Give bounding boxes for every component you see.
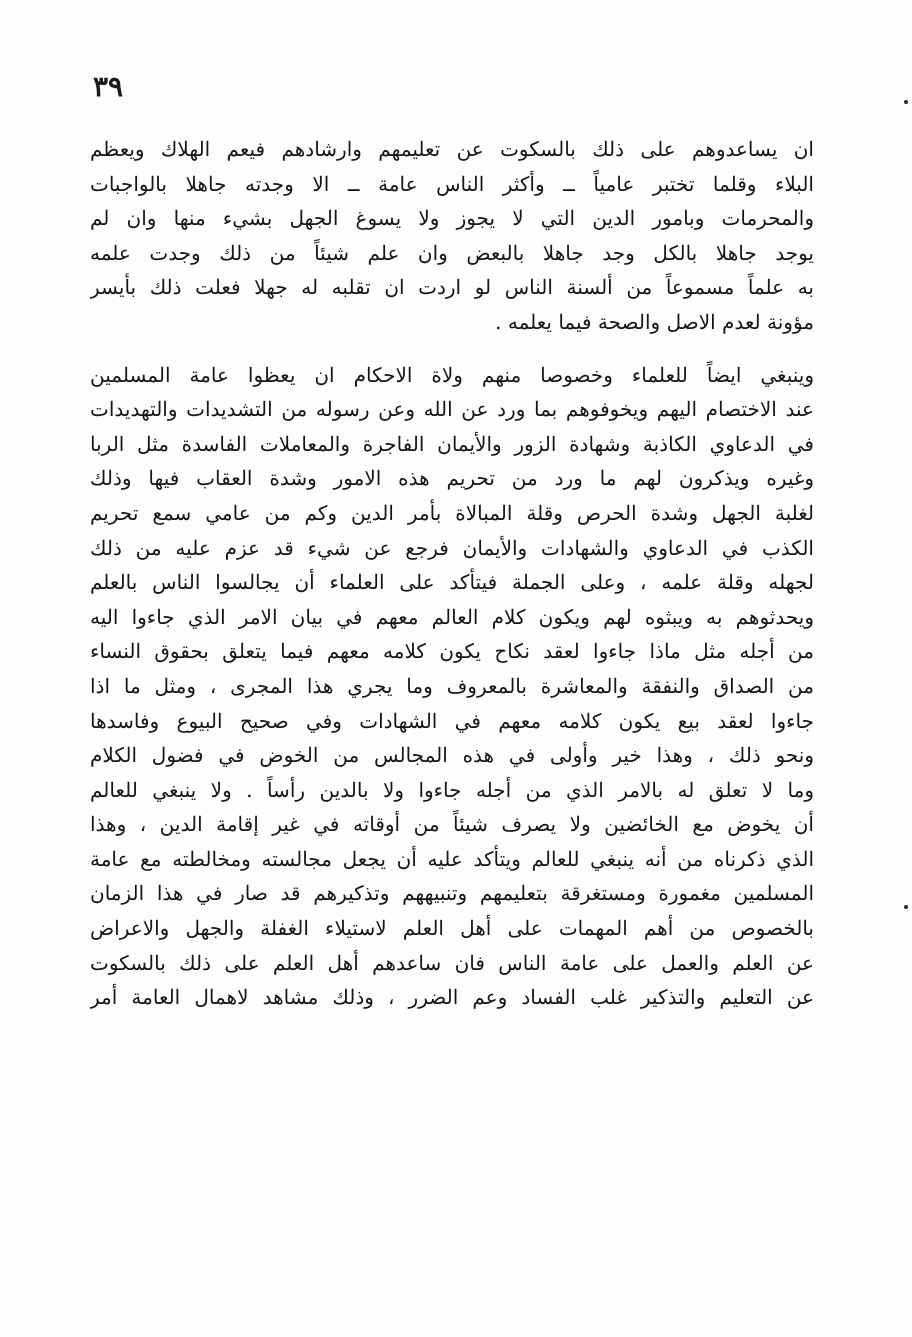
text-line: المسلمين مغمورة ومستغرقة بتعليمهم وتنبيههم وتذكيرهم قد صار في هذا الزمان — [90, 881, 814, 906]
text-line: في الدعاوي الكاذبة وشهادة الزور والأيمان الفاجرة والمعاملات الفاسدة مثل الربا — [90, 431, 814, 456]
text-line: مؤونة لعدم الاصل والصحة فيما يعلمه . — [495, 309, 814, 334]
text-line: ويحدثوهم به ويبثوه لهم ويكون كلام العالم معهم في بيان الامر الذي جاءوا اليه — [90, 604, 814, 629]
text-line: بالخصوص من أهم المهمات على أهل العلم لاستيلاء الغفلة والجهل والاعراض — [90, 916, 814, 941]
text-line: جاءوا لعقد بيع يكون كلامه معهم في الشهادات وفي صحيح البيوع وفاسدها — [90, 708, 814, 733]
text-line: الذي ذكرناه من أنه ينبغي للعالم ويتأكد عليه أن يجعل مجالسته ومخالطته مع عامة — [90, 846, 814, 871]
text-line: به علماً مسموعاً من ألسنة الناس لو اردت ان تقلبه له جهلا فعلت ذلك بأيسر — [90, 275, 814, 300]
text-line: عن التعليم والتذكير غلب الفساد وعم الضرر ، وذلك مشاهد لاهمال العامة أمر — [90, 985, 814, 1010]
text-line: وغيره ويذكرون لهم ما ورد من تحريم هذه الامور وشدة العقاب فيها وذلك — [90, 466, 814, 491]
text-line: يوجد جاهلا بالكل وجد جاهلا بالبعض وان علم شيئاً من ذلك وجدت علمه — [90, 240, 814, 265]
text-line: البلاء وقلما تختبر عامياً ــ وأكثر الناس عامة ــ الا وجدته جاهلا بالواجبات — [90, 171, 814, 196]
text-line: لجهله وقلة علمه ، وعلى الجملة فيتأكد على العلماء أن يجالسوا الناس بالعلم — [90, 570, 814, 595]
text-line: من الصداق والنفقة والمعاشرة بالمعروف وما يجري هذا المجرى ، ومثل ما اذا — [90, 673, 814, 698]
text-line: لغلبة الجهل وشدة الحرص وقلة المبالاة بأمر الدين وكم من عامي سمع تحريم — [90, 500, 814, 525]
text-line: عند الاختصام اليهم ويخوفوهم بما ورد عن الله وعن رسوله من التشديدات والتهديدات — [90, 397, 814, 422]
paragraph-1 — [90, 132, 814, 340]
text-line: من أجله مثل ماذا جاءوا لعقد نكاح يكون كلامه معهم فيما يتعلق بحقوق النساء — [90, 639, 814, 664]
paragraph-gap — [90, 340, 814, 358]
text-line: ونحو ذلك ، وهذا خير وأولى في هذه المجالس من الخوض في فضول الكلام — [90, 743, 814, 768]
scan-speck — [904, 905, 908, 909]
paragraph-2 — [90, 358, 814, 1015]
scan-speck — [904, 100, 908, 104]
text-line: أن يخوض مع الخائضين ولا يصرف شيئاً من أوقاته في غير إقامة الدين ، وهذا — [90, 812, 814, 837]
page-body — [90, 132, 814, 1015]
text-line: والمحرمات وبامور الدين التي لا يجوز ولا يسوغ الجهل بشيء منها وان لم — [90, 206, 814, 231]
text-line: وينبغي ايضاً للعلماء وخصوصا منهم ولاة الاحكام ان يعظوا عامة المسلمين — [90, 362, 814, 387]
page-number: ٣٩ — [93, 70, 124, 103]
text-line: وما لا تعلق له بالامر الذي من أجله جاءوا ولا بالدين رأساً . ولا ينبغي للعالم — [90, 777, 814, 802]
text-line: ان يساعدوهم على ذلك بالسكوت عن تعليمهم وارشادهم فيعم الهلاك ويعظم — [90, 137, 814, 161]
text-line: الكذب في الدعاوي والشهادات والأيمان فرجع عن شيء قد عزم عليه من ذلك — [90, 535, 814, 560]
text-line: عن العلم والعمل على عامة الناس فان ساعدهم أهل العلم على ذلك بالسكوت — [90, 950, 814, 975]
